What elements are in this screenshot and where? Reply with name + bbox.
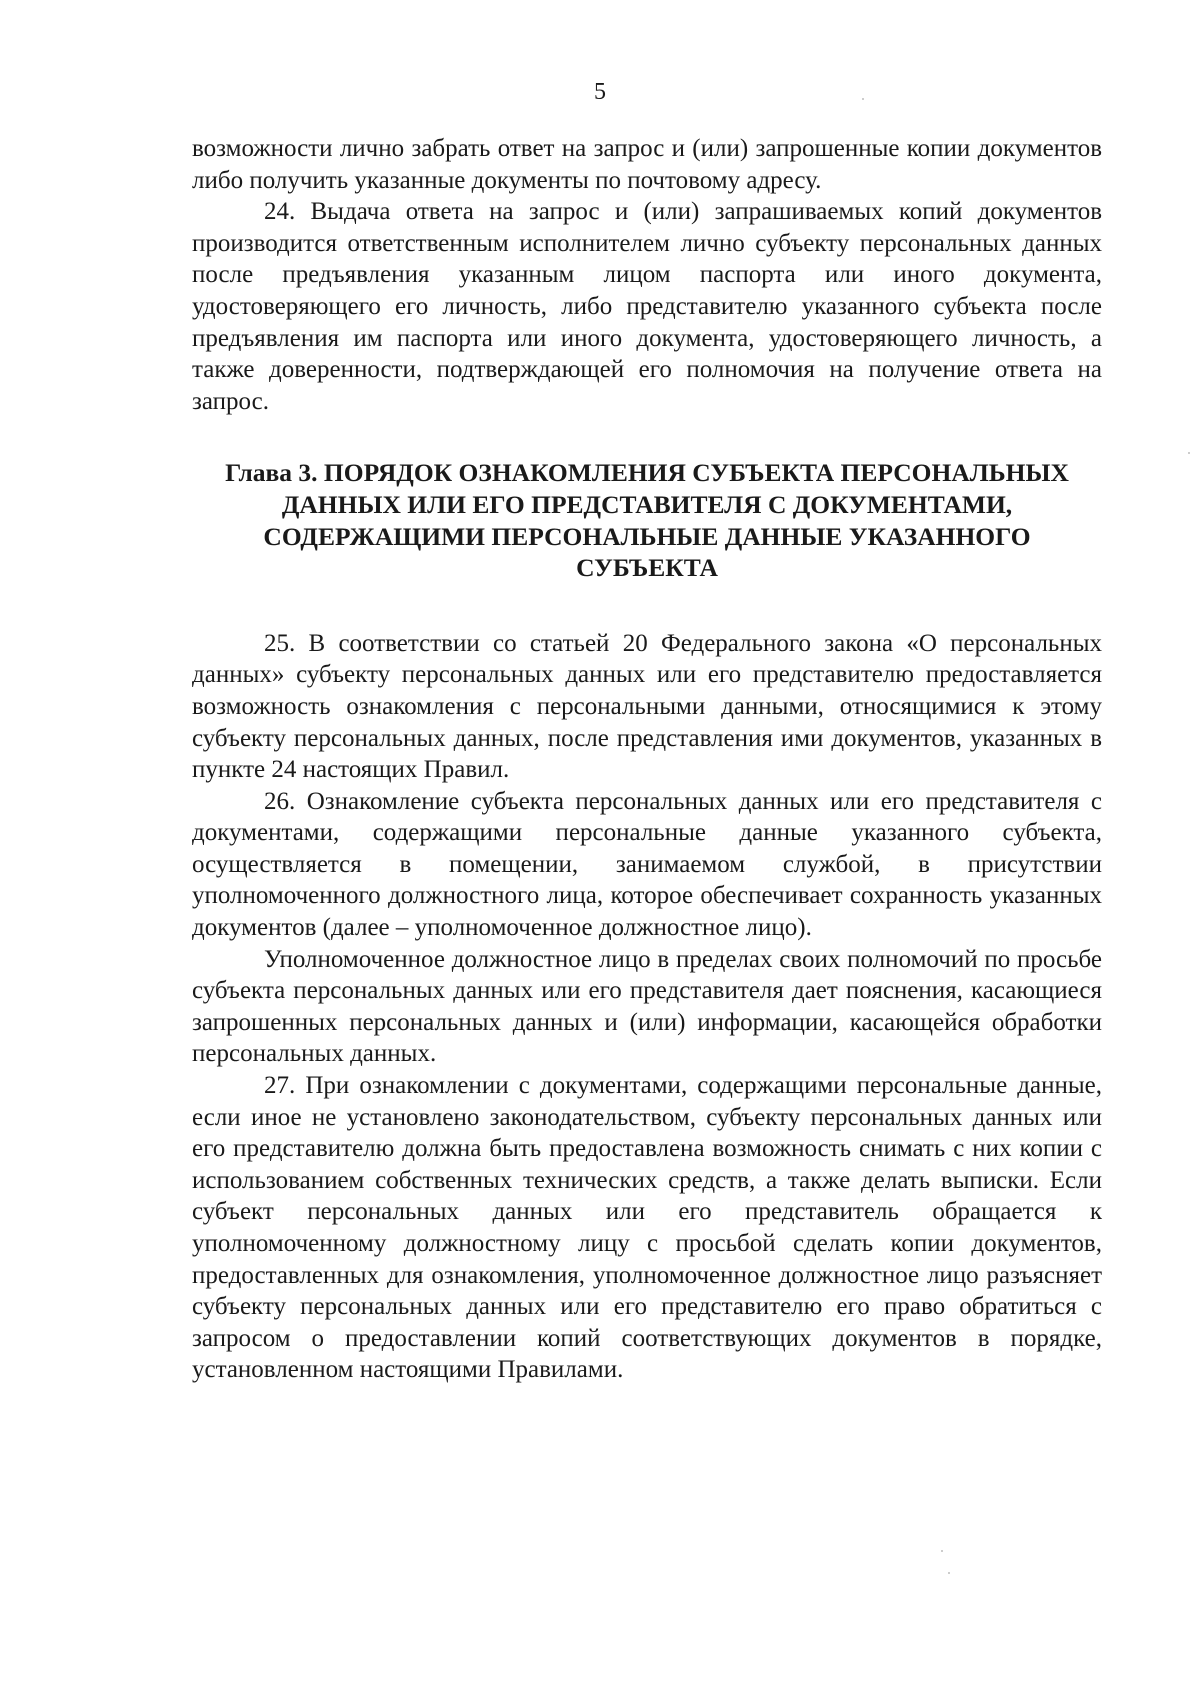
document-body	[192, 133, 1102, 1386]
paragraph-item-27: 27. При ознакомлении с документами, содержащими персональные данные, если иное не установлено законодательством, субъекту персональных данных или его представителю должна быть предоставлена возможность снимать с них копии с использованием собственных технических средств, а также делать выписки. Если субъект персональных данных или его представитель обращается к уполномоченному должностному лицу с просьбой сделать копии документов, предоставленных для ознакомления, уполномоченное должностное лицо разъясняет субъекту персональных данных или его представителю его право обратиться с запросом о предоставлении копий соответствующих документов в порядке, установленном настоящими Правилами.	[192, 1072, 1102, 1384]
paragraph-item-26-continuation: Уполномоченное должностное лицо в пределах своих полномочий по просьбе субъекта персональных данных или его представителя дает пояснения, касающиеся запрошенных персональных данных и (или) информации, касающейся обработки персональных данных.	[192, 945, 1102, 1068]
paragraph-item-26: 26. Ознакомление субъекта персональных данных или его представителя с документами, содержащими персональные данные указанного субъекта, осуществляется в помещении, занимаемом службой, в присутствии уполномоченного должностного лица, которое обеспечивает сохранность указанных документов (далее – уполномоченное должностное лицо).	[192, 787, 1102, 942]
paragraph-continuation: возможности лично забрать ответ на запрос и (или) запрошенные копии документов либо получить указанные документы по почтовому адресу.	[192, 135, 1102, 194]
paragraph-item-24: 24. Выдача ответа на запрос и (или) запрашиваемых копий документов производится ответственным исполнителем лично субъекту персональных данных после предъявления указанным лицом паспорта или иного документа, удостоверяющего его личность, либо представителю указанного субъекта после предъявления им паспорта или иного документа, удостоверяющего личность, а также доверенности, подтверждающей его полномочия на получение ответа на запрос.	[192, 198, 1102, 415]
scan-speck	[862, 98, 864, 100]
page-number: 5	[594, 79, 606, 105]
scan-speck	[941, 1550, 943, 1552]
scan-speck	[948, 1572, 950, 1574]
chapter-title: Глава 3. ПОРЯДОК ОЗНАКОМЛЕНИЯ СУБЪЕКТА ПЕРСОНАЛЬНЫХ ДАННЫХ ИЛИ ЕГО ПРЕДСТАВИТЕЛЯ С ДОКУМЕНТАМИ, СОДЕРЖАЩИМИ ПЕРСОНАЛЬНЫЕ ДАННЫЕ УКАЗАННОГО СУБЪЕКТА	[225, 458, 1069, 583]
scan-speck	[1188, 452, 1190, 454]
paragraph-item-25: 25. В соответствии со статьей 20 Федерального закона «О персональных данных» субъекту персональных данных или его представителю предоставляется возможность ознакомления с персональными данными, относящимися к этому субъекту персональных данных, после представления ими документов, указанных в пункте 24 настоящих Правил.	[192, 629, 1102, 784]
